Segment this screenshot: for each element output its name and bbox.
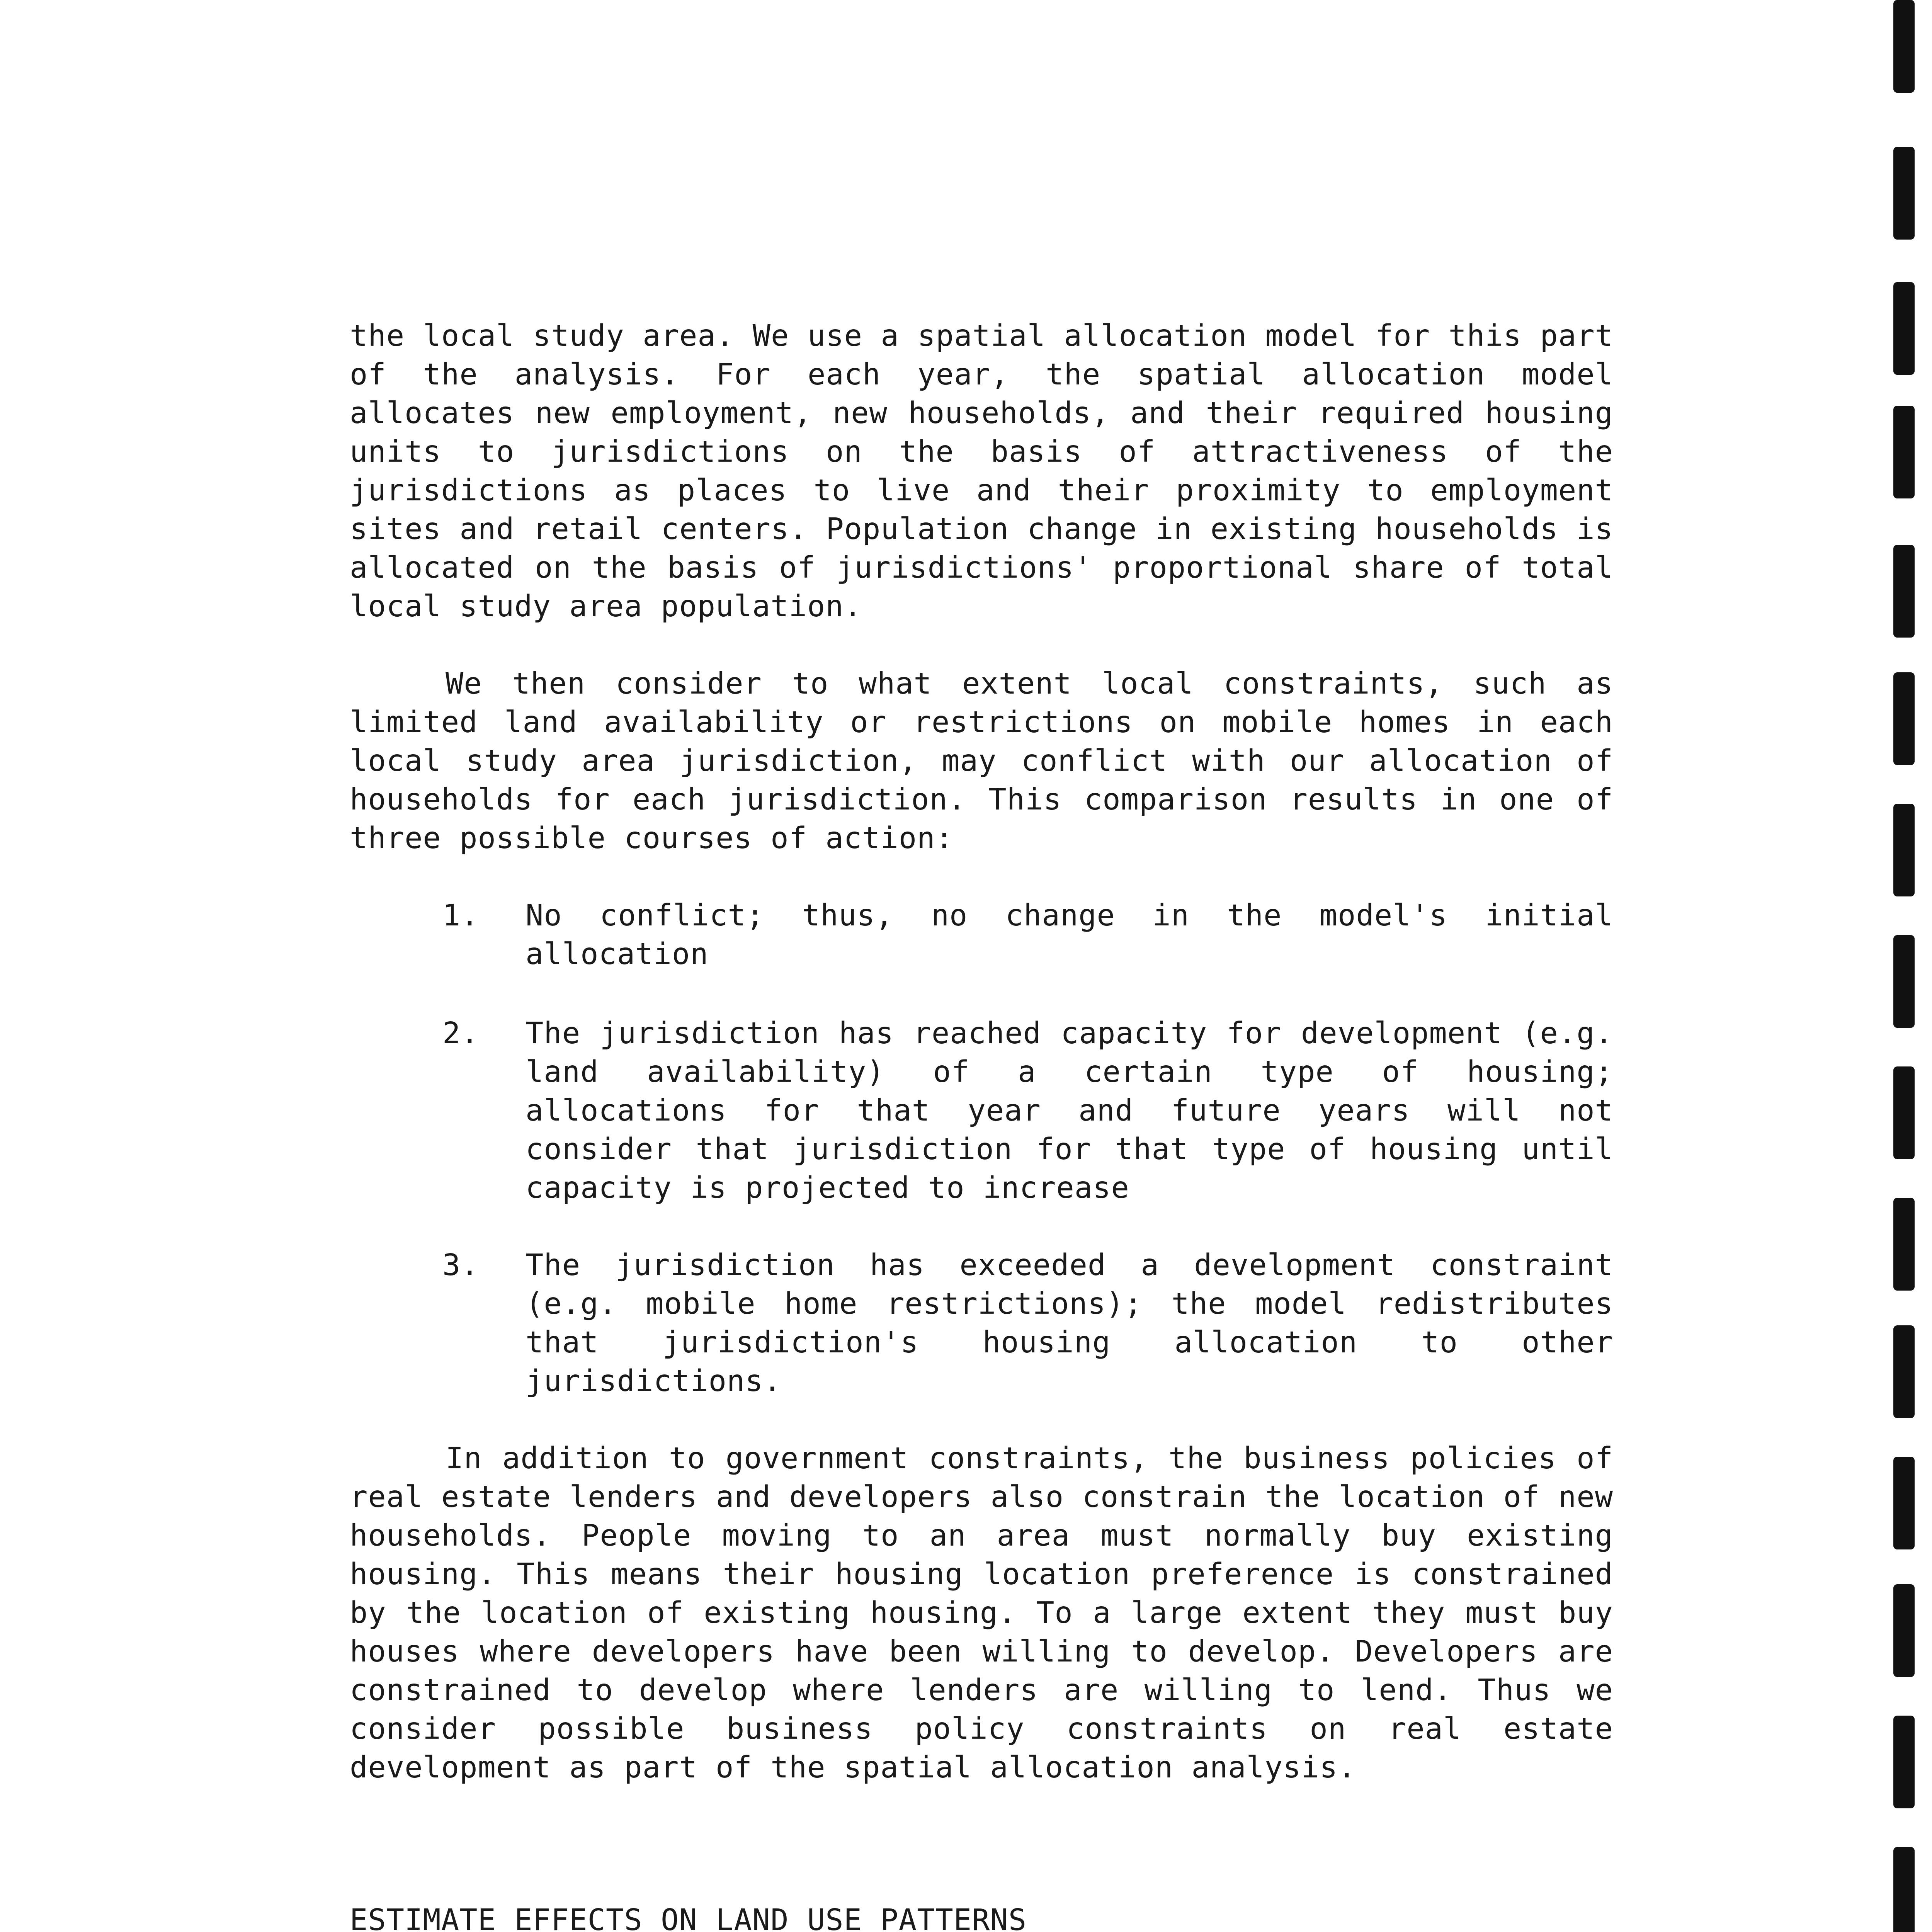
list-item-text: The jurisdiction has exceeded a development constraint (e.g. mobile home restrictions); the model redistributes that jurisdiction's housing allocation to other jurisdictions. (526, 1248, 1613, 1398)
binding-hole (1893, 1457, 1915, 1549)
list-number: 2. (442, 1016, 479, 1051)
binding-hole (1893, 1198, 1915, 1291)
binding-hole (1893, 406, 1915, 498)
section-heading: ESTIMATE EFFECTS ON LAND USE PATTERNS (350, 1903, 1027, 1932)
paragraph-1 (350, 317, 1613, 626)
list-item-text: No conflict; thus, no change in the model's initial allocation (526, 898, 1613, 971)
binding-hole (1893, 282, 1915, 375)
paragraph-2-text: We then consider to what extent local constraints, such as limited land availability or restrictions on mobile homes in each local study area jurisdiction, may conflict with our allocation of households for each jurisdiction. This comparison results in one of three possible courses of action: (350, 667, 1613, 855)
list-item-3 (442, 1246, 1613, 1401)
list-number: 3. (442, 1248, 479, 1282)
binding-hole (1893, 672, 1915, 765)
binding-hole (1893, 804, 1915, 896)
binding-hole (1893, 935, 1915, 1028)
paragraph-1-text: the local study area. We use a spatial allocation model for this part of the analysis. For each year, the spatial allocation model allocates new employment, new households, and their required housing units to jurisdictions on the basis of attractiveness of the jurisdictions as places to live and their proximity to employment sites and retail centers. Population change in existing households is allocated on the basis of jurisdictions' proportional share of total local study area population. (350, 319, 1613, 624)
binding-hole (1893, 1066, 1915, 1159)
binding-hole (1893, 1847, 1915, 1932)
binding-hole (1893, 1584, 1915, 1677)
paragraph-3 (350, 1439, 1613, 1787)
list-item-1 (442, 896, 1613, 974)
paragraph-2 (350, 665, 1613, 858)
binding-hole (1893, 1716, 1915, 1808)
binding-hole (1893, 147, 1915, 240)
list-item-2 (442, 1014, 1613, 1208)
list-item-text: The jurisdiction has reached capacity for development (e.g. land availability) of a certain type of housing; allocations for that year and future years will not consider that jurisdiction for that type of housing until capacity is projected to increase (526, 1016, 1613, 1205)
list-number: 1. (442, 898, 479, 933)
binding-hole (1893, 545, 1915, 638)
paragraph-3-text: In addition to government constraints, the business policies of real estate lenders and developers also constrain the location of new households. People moving to an area must normally buy existing housing. This means their housing location preference is constrained by the location of existing housing. To a large extent they must buy houses where developers have been willing to develop. Developers are constrained to develop where lenders are willing to lend. Thus we consider possible business policy constraints on real estate development as part of the spatial allocation analysis. (350, 1441, 1613, 1785)
binding-holes (1886, 0, 1932, 1932)
binding-hole (1893, 1325, 1915, 1418)
binding-hole (1893, 0, 1915, 93)
